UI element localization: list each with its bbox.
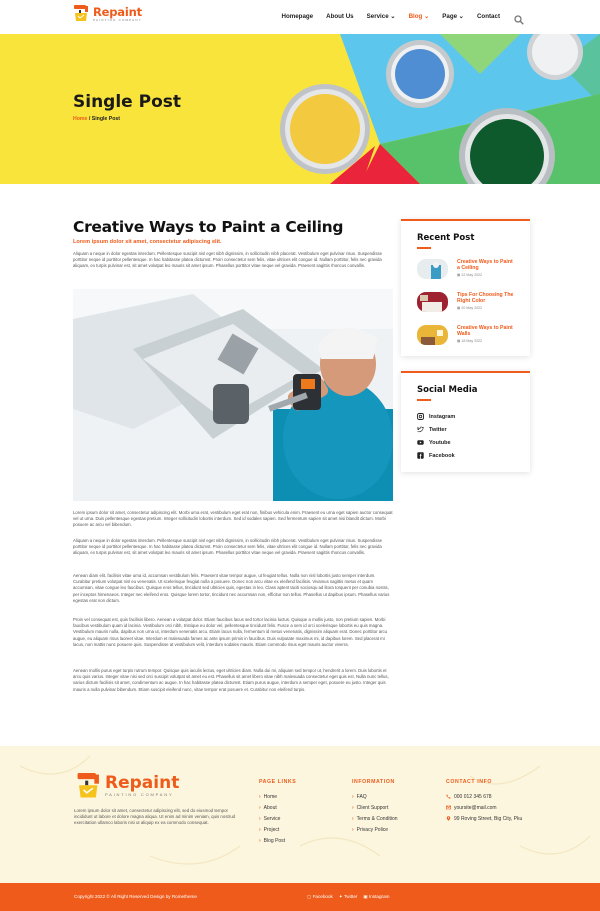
recent-post-widget (401, 219, 530, 356)
contact-email-text: yoursite@mail.com (454, 804, 497, 811)
footer-link-project[interactable] (259, 824, 285, 835)
social-link-label: Facebook (429, 452, 455, 459)
recent-post-date (457, 273, 517, 277)
social-link-youtube[interactable] (417, 439, 451, 446)
chevron-right-icon: › (259, 815, 261, 822)
page-title: Single Post (73, 92, 182, 112)
nav-blog-label: Blog (408, 13, 423, 20)
chevron-right-icon: › (352, 815, 354, 822)
social-link-facebook[interactable] (417, 452, 455, 459)
main-nav (281, 13, 500, 20)
chevron-down-icon: ⌄ (458, 13, 464, 20)
footer-link-terms[interactable] (352, 813, 398, 824)
social-link-label: Youtube (429, 439, 451, 446)
instagram-icon (417, 413, 424, 420)
footer-link-label: Service (263, 815, 281, 822)
footer-link-faq[interactable] (352, 791, 398, 802)
social-link-instagram[interactable] (417, 413, 455, 420)
twitter-icon (417, 426, 424, 433)
recent-post-title[interactable]: Creative Ways to Paint a Ceiling (457, 259, 513, 272)
chevron-right-icon: › (352, 826, 354, 833)
heading-underline (417, 247, 431, 249)
recent-post-item[interactable] (417, 325, 517, 345)
footer-link-label: FAQ (356, 793, 367, 800)
footer-link-label: Terms & Condition (356, 815, 398, 822)
facebook-icon: ▢ (307, 894, 312, 899)
recent-post-date-text: 18 May 2022 (461, 338, 483, 343)
contact-email[interactable] (446, 802, 522, 813)
footer-link-label: About (263, 804, 277, 811)
footer-social-label: Instagram (369, 894, 390, 899)
contact-address-text: 99 Roving Street, Big City, Pku (454, 815, 523, 822)
search-icon[interactable] (514, 12, 524, 22)
chevron-right-icon: › (352, 793, 354, 800)
site-footer (0, 746, 600, 883)
breadcrumb (73, 116, 120, 122)
recent-post-title[interactable]: Tips For Choosing The Right Color (457, 292, 514, 305)
information-heading: INFORMATION (352, 779, 395, 785)
recent-post-item[interactable] (417, 259, 517, 279)
post-thumbnail (417, 292, 448, 312)
footer-link-label: Privacy Police (356, 826, 389, 833)
footer-social-label: Twitter (343, 894, 358, 899)
logo[interactable] (73, 5, 142, 22)
youtube-icon (417, 439, 424, 446)
nav-about-us[interactable]: About Us (326, 13, 354, 20)
post-paragraph-5: Proin vel consequat est, quis facilisis libero. Aenean a volutpat dolor. Etiam faucibus lacus sed tortor lacinia luctus. Quisque a mollis justo, non pretium sapien. Morbi faucibus vestibulum quam id lacinia. Vestibulum orci nibh, tristique eu dolor vel, pellentesque tincidunt felis. Fusce a sem id orci scelerisque lobortis eu quis magna. Vestibulum mauris nulla, dapibus non urna ut, interdum venenatis arcu. Etiam lacus nulla, fermentum id metus venenatis, dignissim aliquam erat. Donec porttitor arcu augue, eu aliquam risus laoreet vitae. Interdum et malesuada fames ac ante ipsum primis in faucibus. Duis vulputate maximus mi, id dapibus lorem. Sed placerat mi lacus, non mattis nunc posuere quis. Suspendisse at vestibulum velit, interdum sodales mauris. Etiam commodo risus eget mauris auctor viverra. (73, 617, 388, 647)
social-media-heading: Social Media (417, 385, 478, 395)
chevron-right-icon: › (259, 804, 261, 811)
footer-link-blog-post[interactable] (259, 835, 285, 846)
copyright-bar (0, 883, 600, 911)
social-link-twitter[interactable] (417, 426, 447, 433)
post-paragraph-2: Lorem ipsum dolor sit amet, consectetur adipiscing elit. Morbi urna erat, vestibulum eget erat non, finibus vehicula enim. Praesent eu urna eget sapien auctor consequat vel ut urna. Duis pellentesque egestas pretium. Integer sollicitudin lobortis interdum. Sed id sodales sapien. Sed fermentum sapien sit amet nisi blandit dictum. Morbi posuere ac arcu vel bibendum. (73, 510, 393, 528)
nav-homepage[interactable]: Homepage (281, 13, 314, 20)
post-image (73, 289, 393, 501)
copyright-text: Copyright 2022 © All Right Reserved Design by Rometheme (74, 894, 197, 899)
footer-link-privacy[interactable] (352, 824, 398, 835)
calendar-icon: ▦ (457, 272, 461, 277)
footer-link-label: Project (263, 826, 280, 833)
chevron-right-icon: › (259, 793, 261, 800)
recent-post-title[interactable]: Creative Ways to Paint Walls (457, 325, 513, 338)
recent-post-item[interactable] (417, 292, 517, 312)
brand-name: Repaint (93, 4, 142, 19)
post-paragraph-4: Aenean diam elit, facilisis vitae urna id, accumsan vestibulum felis. Praesent vitae tempor augue, ut feugiat tellus. Nulla non nisl lobortis justo semper interdum. Curabitur pretium volutpat nisl eu venenatis. Ut scelerisque feugiat nulla a posuere. Donec non arcu vitae ex eleifend facilisis. Vivamus sagittis metus et quam accumsan, vitae congue leo faucibus. Quisque eros tellus, tincidunt sed ultricies quis, egestas in leo. Class aptent taciti sociosqu ad litora torquent per conubia nostra, per inceptos himenaeos. Integer nec eleifend eros. Quisque lorem tortor, tincidunt nec accumsan non, efficitur non tellus. Phasellus ut dapibus ipsum. Phasellus varius egestas erat non dictum. (73, 573, 390, 603)
phone-icon (446, 794, 451, 799)
post-paragraph-6: Aenean mollis purus eget turpis rutrum tempor. Quisque quis iaculis lectus, eget ultricies diam. Nulla dui mi, aliquam sed tempor ut, hendrerit a lorem. Duis lobortis et arcu quis varius. Integer vitae nisi sed orci suscipit volutpat sit amet eu est. Phasellus sit amet libero vitae nibh malesuada consectetur eget quis est. Nulla nunc tellus, varius dictum facilisis sit amet, condimentum ac augue. In hac habitasse platea dictumst. Etiam purus augue, interdum a semper eget, posuere eu justo. Integer quis mauris a nulla pulvinar bibendum. Etiam suscipit eleifend nunc, vitae tempor erat posuere et. Curabitur non eleifend turpis. (73, 668, 389, 692)
chevron-down-icon: ⌄ (424, 13, 430, 20)
footer-social-instagram[interactable] (363, 894, 389, 900)
instagram-icon: ▣ (363, 894, 368, 899)
chevron-right-icon: › (259, 837, 261, 844)
footer-brand-tagline: PAINTING COMPANY (105, 792, 174, 797)
footer-social-label: Facebook (312, 894, 333, 899)
chevron-down-icon: ⌄ (390, 13, 396, 20)
recent-post-date (457, 339, 517, 343)
nav-service-label: Service (366, 13, 389, 20)
footer-link-service[interactable] (259, 813, 285, 824)
chevron-right-icon: › (259, 826, 261, 833)
page-hero (0, 34, 600, 184)
footer-logo[interactable] (76, 773, 179, 799)
nav-contact[interactable]: Contact (476, 13, 500, 20)
footer-link-label: Home (263, 793, 278, 800)
contact-phone-text: 000 012 345 678 (454, 793, 492, 800)
footer-link-client-support[interactable] (352, 802, 398, 813)
nav-page[interactable] (442, 13, 464, 20)
footer-link-label: Client Support (356, 804, 389, 811)
chevron-right-icon: › (352, 804, 354, 811)
page-links-heading: PAGE LINKS (259, 779, 297, 785)
post-title: Creative Ways to Paint a Ceiling (73, 218, 344, 236)
footer-link-about[interactable] (259, 802, 285, 813)
mail-icon (446, 805, 451, 810)
breadcrumb-separator: / (87, 116, 92, 122)
footer-link-home[interactable] (259, 791, 285, 802)
information-list (352, 791, 398, 835)
contact-address (446, 813, 522, 824)
site-header (0, 0, 600, 34)
recent-post-heading: Recent Post (417, 233, 475, 243)
paint-bucket-logo-icon (76, 773, 102, 799)
social-link-label: Instagram (429, 413, 456, 420)
recent-post-date-text: 20 May 2022 (461, 305, 483, 310)
recent-post-date-text: 22 May 2022 (461, 272, 483, 277)
footer-social-twitter[interactable] (339, 894, 358, 900)
heading-underline (417, 399, 431, 401)
post-thumbnail (417, 259, 448, 279)
footer-social-links (307, 894, 389, 900)
location-pin-icon (446, 816, 451, 821)
calendar-icon: ▦ (457, 305, 461, 310)
nav-blog[interactable] (409, 13, 430, 20)
nav-service[interactable] (367, 13, 396, 20)
post-paragraph-1: Aliquam a neque in dolor egestas interdum. Pellentesque suscipit nisl eget nibh dignissim, in sollicitudin nibh placerat. Vestibulum eget pulvinar risus. Suspendisse porttitor neque id porttitor pellentesque. In hac habitasse platea dictumst. Proin consectetur sem felis, vitae ultrices elit congue id. Nullam porttitor, felis nec gravida aliquam, ex turpis pulvinar est, sit amet volutpat leo mauris sit amet ipsum. Phasellus porttitor vitae neque vel gravida. Praesent sagittis rhoncus convallis. (73, 251, 383, 269)
footer-brand-name: Repaint (105, 773, 180, 793)
twitter-icon: ✦ (338, 894, 343, 899)
post-subtitle: Lorem ipsum dolor sit amet, consectetur adipiscing elit. (73, 239, 222, 245)
footer-social-facebook[interactable] (307, 894, 333, 900)
breadcrumb-home[interactable]: Home (73, 116, 88, 122)
contact-info-heading: CONTACT INFO (446, 779, 493, 785)
contact-info-list (446, 791, 522, 824)
breadcrumb-current: Single Post (91, 116, 120, 122)
footer-link-label: Blog Post (263, 837, 286, 844)
calendar-icon: ▦ (457, 338, 461, 343)
brand-tagline: PAINTING COMPANY (93, 17, 142, 22)
post-paragraph-3: Aliquam a neque in dolor egestas interdum. Pellentesque suscipit nisl eget nibh dignissim, in sollicitudin nibh placerat. Vestibulum eget pulvinar risus. Suspendisse porttitor neque id porttitor pellentesque. In hac habitasse platea dictumst. Proin consectetur sem felis, vitae ultrices elit congue id. Nullam porttitor, felis nec gravida aliquam, ex turpis pulvinar est, sit amet volutpat leo mauris sit amet ipsum. Phasellus porttitor vitae neque vel gravida. Praesent sagittis rhoncus convallis. (73, 538, 383, 556)
footer-description: Lorem ipsum dolor sit amet, consectetur adipiscing elit, sed do eiusmod tempor incididunt ut labore et dolore magna aliqua. Ut enim ad minim veniam, quis nostrud exercitation ullamco laboris nisi ut aliquip ex ea commodo consequat. (74, 808, 236, 826)
social-link-label: Twitter (429, 426, 447, 433)
post-thumbnail (417, 325, 448, 345)
page-links-list (259, 791, 285, 846)
recent-post-date (457, 306, 517, 310)
contact-phone[interactable] (446, 791, 522, 802)
facebook-icon (417, 452, 424, 459)
nav-page-label: Page (442, 13, 458, 20)
paint-bucket-logo-icon (73, 5, 90, 22)
social-media-widget (401, 371, 530, 472)
